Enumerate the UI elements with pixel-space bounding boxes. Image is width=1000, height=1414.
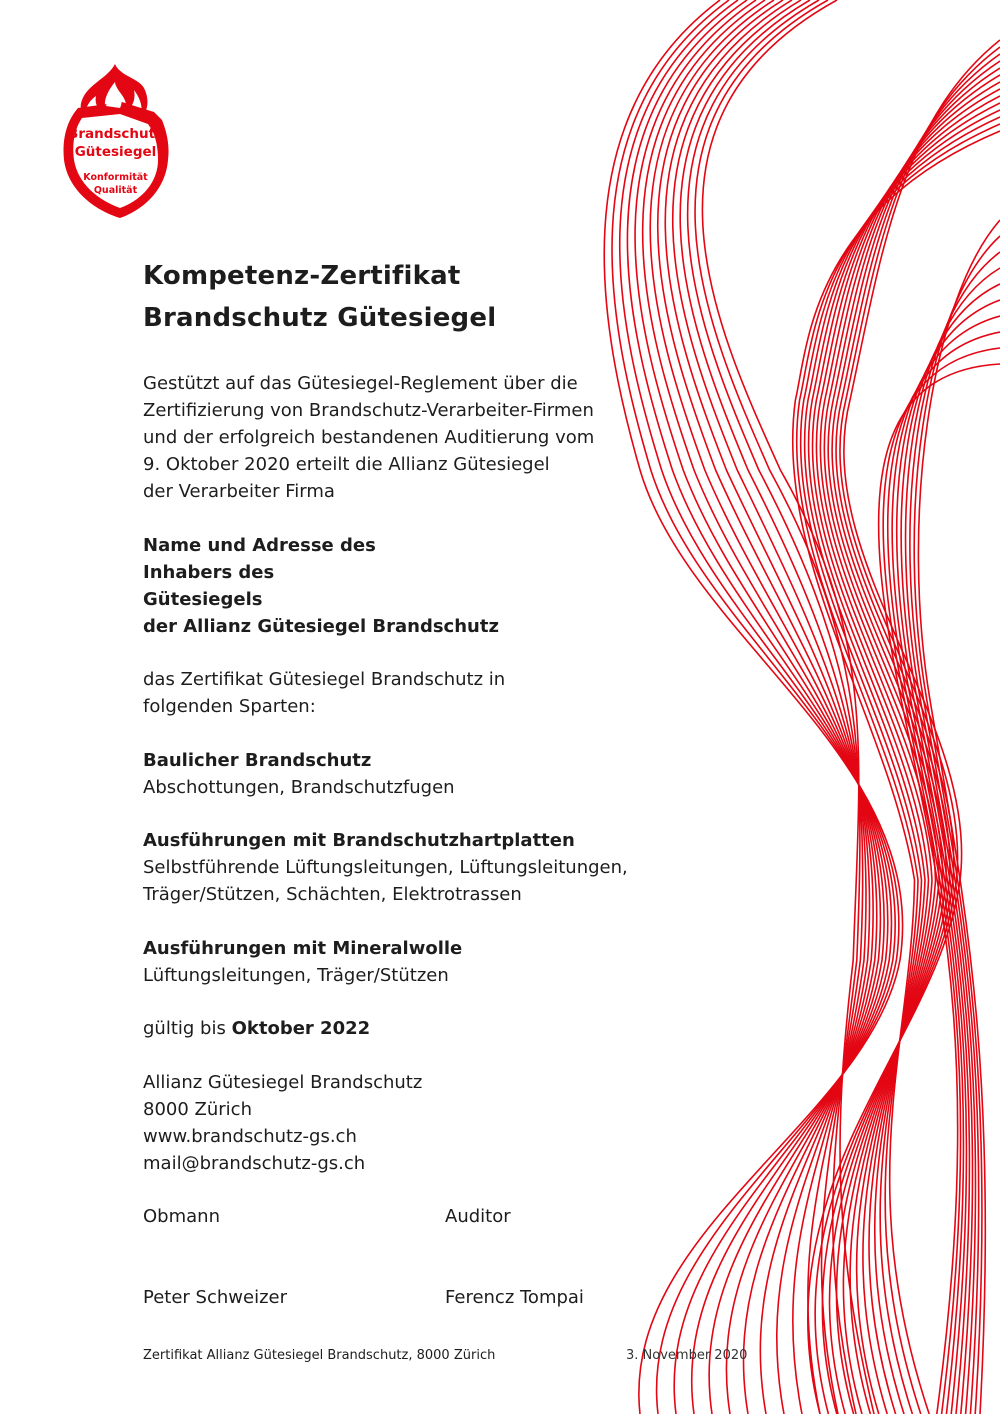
section-line: Lüftungsleitungen, Träger/Stützen — [143, 965, 449, 986]
section-line: Selbstführende Lüftungsleitungen, Lüftungsleitungen, — [143, 857, 628, 878]
footer-text: Zertifikat Allianz Gütesiegel Brandschutz, 8000 Zürich — [143, 1348, 496, 1363]
validity-line — [143, 1015, 370, 1042]
issuer-address — [143, 1069, 422, 1177]
title-line-1: Kompetenz-Zertifikat — [143, 261, 461, 291]
seal-line-2: Gütesiegel — [74, 144, 157, 160]
signature-name-right: Ferencz Tompai — [445, 1287, 584, 1308]
intro-line: und der erfolgreich bestandenen Auditierung vom — [143, 427, 595, 448]
intro-paragraph — [143, 370, 594, 505]
intro-line: 9. Oktober 2020 erteilt die Allianz Gütesiegel — [143, 454, 550, 475]
signature-role-right: Auditor — [445, 1206, 511, 1227]
section-heading: Ausführungen mit Mineralwolle — [143, 938, 463, 959]
seal-line-1: Brandschutz — [68, 126, 163, 142]
section-heading: Baulicher Brandschutz — [143, 750, 372, 771]
issuer-website-link[interactable]: www.brandschutz-gs.ch — [143, 1126, 357, 1147]
signature-role-left: Obmann — [143, 1206, 220, 1227]
holder-line: Name und Adresse des — [143, 535, 376, 556]
seal-line-3: Konformität — [83, 172, 148, 183]
validity-prefix: gültig bis — [143, 1018, 232, 1039]
grant-line: folgenden Sparten: — [143, 696, 316, 717]
holder-block — [143, 532, 499, 640]
validity-date: Oktober 2022 — [231, 1018, 371, 1039]
holder-line: der Allianz Gütesiegel Brandschutz — [143, 616, 499, 637]
signature-name-left: Peter Schweizer — [143, 1287, 287, 1308]
certificate-title — [143, 255, 496, 339]
brandschutz-seal-logo — [58, 60, 173, 222]
section-line: Träger/Stützen, Schächten, Elektrotrassen — [143, 884, 522, 905]
grant-line: das Zertifikat Gütesiegel Brandschutz in — [143, 669, 506, 690]
issuer-city: 8000 Zürich — [143, 1099, 252, 1120]
section-brandschutzhartplatten — [143, 827, 628, 908]
footer-date: 3. November 2020 — [626, 1348, 748, 1363]
section-line: Abschottungen, Brandschutzfugen — [143, 777, 455, 798]
seal-line-4: Qualität — [93, 185, 138, 196]
section-baulicher-brandschutz — [143, 747, 455, 801]
section-heading: Ausführungen mit Brandschutzhartplatten — [143, 830, 575, 851]
holder-line: Gütesiegels — [143, 589, 263, 610]
wave-line — [620, 0, 895, 1414]
intro-line: der Verarbeiter Firma — [143, 481, 335, 502]
wave-group-left — [604, 0, 902, 1414]
intro-line: Gestützt auf das Gütesiegel-Reglement über die — [143, 373, 578, 394]
wave-line — [604, 0, 902, 1414]
grant-paragraph — [143, 666, 505, 720]
issuer-name: Allianz Gütesiegel Brandschutz — [143, 1072, 423, 1093]
title-line-2: Brandschutz Gütesiegel — [143, 303, 497, 333]
holder-line: Inhabers des — [143, 562, 275, 583]
intro-line: Zertifizierung von Brandschutz-Verarbeiter-Firmen — [143, 400, 594, 421]
section-mineralwolle — [143, 935, 462, 989]
issuer-email-link[interactable]: mail@brandschutz-gs.ch — [143, 1153, 366, 1174]
